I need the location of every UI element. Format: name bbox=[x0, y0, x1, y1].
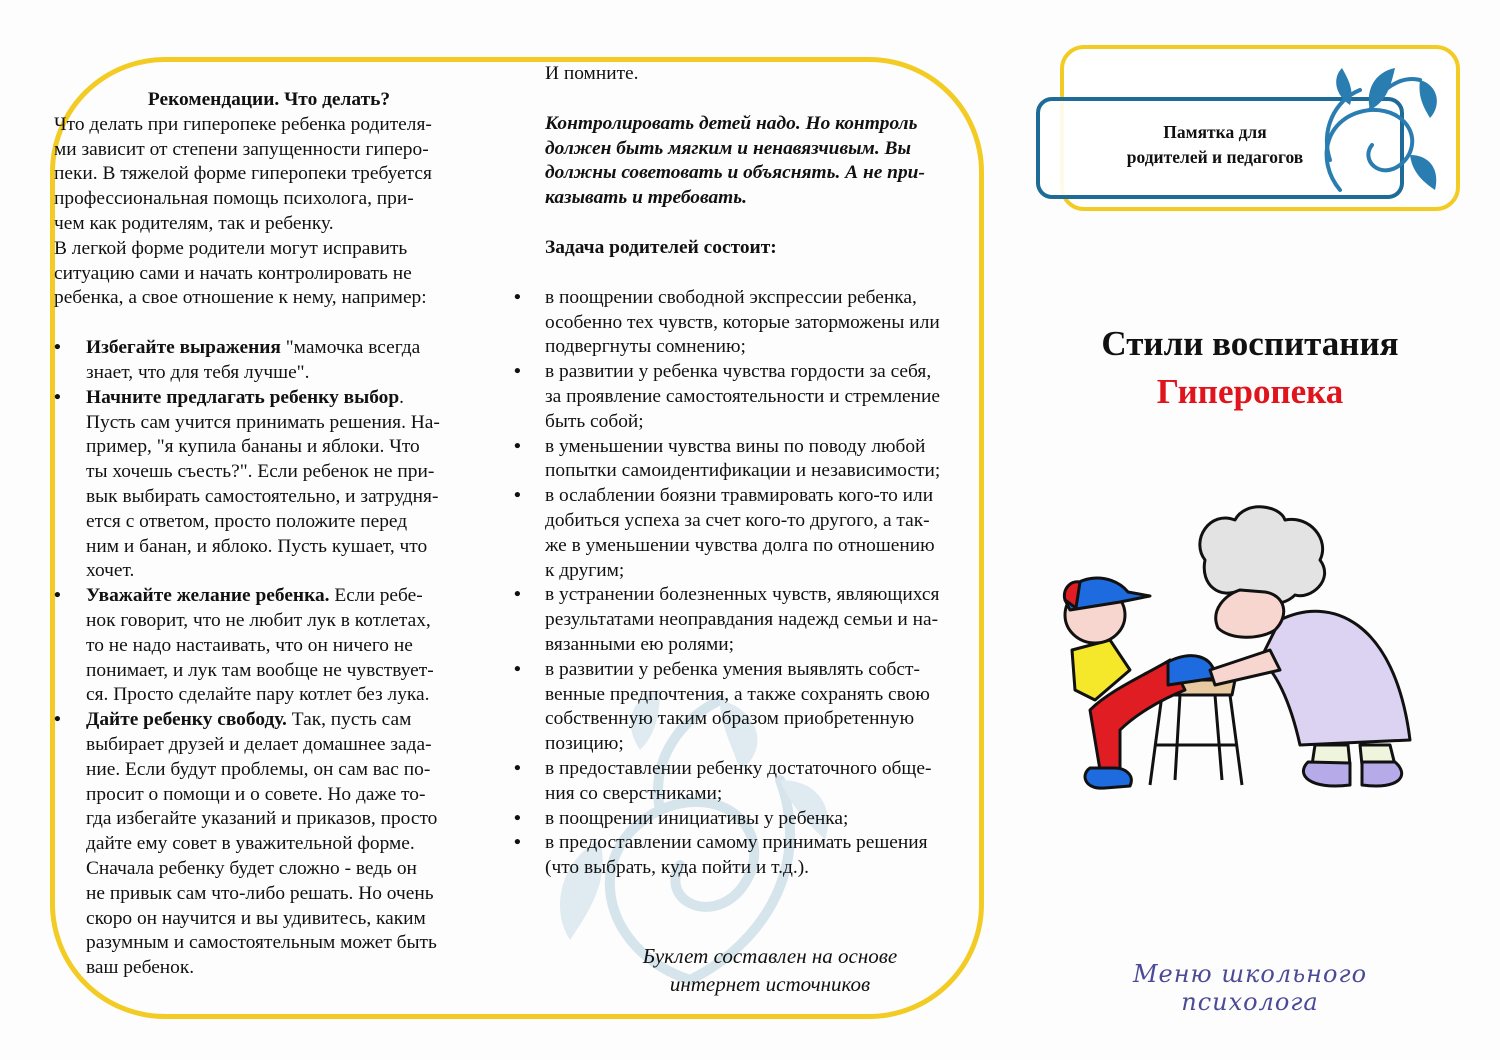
recommendation-item bbox=[54, 708, 484, 981]
parent-task-text: результатами неоправдания надежд семьи и на- bbox=[545, 609, 939, 631]
emphasis-paragraph bbox=[545, 112, 990, 211]
bullet-icon: • bbox=[54, 386, 61, 408]
recommendation-text: вык выбирать самостоятельно, и затрудня- bbox=[86, 485, 439, 507]
parent-task-text: же в уменьшении чувства долга по отношению bbox=[545, 534, 935, 556]
recommendation-title: Уважайте желание ребенка. bbox=[86, 585, 330, 607]
parent-task-item bbox=[514, 583, 990, 657]
recommendation-text: выбирает друзей и делает домашнее зада- bbox=[86, 733, 432, 755]
parent-task-text: вязанными ею ролями; bbox=[545, 633, 735, 655]
bullet-icon: • bbox=[54, 337, 61, 359]
recommendation-text: хочет. bbox=[86, 560, 135, 582]
recommendation-text: . bbox=[399, 386, 405, 408]
parent-task-text: венные предпочтения, а также сохранять свою bbox=[545, 683, 930, 705]
parent-task-item bbox=[514, 435, 990, 485]
intro-line: чем как родителям, так и ребенку. bbox=[54, 212, 334, 234]
recommendation-text: понимает, и лук там вообще не чувствует- bbox=[86, 659, 434, 681]
badge-line: Памятка для bbox=[1163, 122, 1267, 142]
credit-line: Буклет составлен на основе bbox=[642, 944, 898, 968]
parent-task-item bbox=[514, 757, 990, 807]
emphasis-line: казывать и требовать. bbox=[545, 187, 747, 209]
recommendation-text: не привык сам что-либо решать. Но очень bbox=[86, 882, 434, 904]
parent-task-text: в поощрении инициативы у ребенка; bbox=[545, 807, 849, 829]
parent-task-text: быть собой; bbox=[545, 410, 644, 432]
recommendation-text: Пусть сам учится принимать решения. На- bbox=[86, 411, 440, 433]
parent-task-text: к другим; bbox=[545, 559, 625, 581]
intro-line: ми зависит от степени запущенности гиперо- bbox=[54, 138, 429, 160]
recommendation-title: Начните предлагать ребенку выбор bbox=[86, 386, 400, 408]
recommendation-text: знает, что для тебя лучше". bbox=[86, 361, 310, 383]
emphasis-line: Контролировать детей надо. Но контроль bbox=[545, 112, 918, 134]
parent-task-text: попытки самоидентификации и независимости; bbox=[545, 460, 941, 482]
recommendation-text: "мамочка всегда bbox=[280, 337, 421, 359]
bullet-icon: • bbox=[514, 757, 521, 779]
intro-line: профессиональная помощь психолога, при- bbox=[54, 188, 414, 210]
parent-task-text: позицию; bbox=[545, 733, 624, 755]
recommendation-text: Если ребе- bbox=[329, 585, 423, 607]
intro-paragraph bbox=[54, 113, 484, 311]
badge-line: родителей и педагогов bbox=[1126, 147, 1304, 167]
cover-subtitle: Гиперопека bbox=[1156, 372, 1344, 411]
intro-line: В легкой форме родители могут исправить bbox=[54, 237, 408, 259]
credit-line: интернет источников bbox=[669, 972, 871, 996]
bullet-icon: • bbox=[514, 658, 521, 680]
parent-task-text: в ослаблении боязни травмировать кого-то или bbox=[545, 485, 934, 507]
intro-line: пеки. В тяжелой форме гиперопеки требуется bbox=[54, 163, 432, 185]
parent-task-item bbox=[514, 360, 990, 434]
recommendation-text: скоро он научится и вы удивитесь, каким bbox=[86, 907, 426, 929]
recommendation-text: ся. Просто сделайте пару котлет без лука. bbox=[86, 684, 430, 706]
parent-task-item bbox=[514, 807, 990, 832]
recommendation-text: то не надо настаивать, что он ничего не bbox=[86, 634, 413, 656]
parent-task-text: за проявление самостоятельности и стремление bbox=[545, 385, 941, 407]
parent-task-text: особенно тех чувств, которые заторможены или bbox=[545, 311, 940, 333]
emphasis-line: должен быть мягким и ненавязчивым. Вы bbox=[545, 137, 911, 159]
bullet-icon: • bbox=[514, 485, 521, 507]
parent-task-text: (что выбрать, куда пойти и т.д.). bbox=[545, 857, 810, 879]
recommendation-text: дайте ему совет в уважительной форме. bbox=[86, 833, 415, 855]
parent-tasks-column bbox=[514, 62, 990, 881]
recommendation-text: ние. Если будут проблемы, он сам вас по- bbox=[86, 758, 431, 780]
intro-line: ребенка, а свое отношение к нему, например: bbox=[54, 287, 427, 309]
recommendation-text: нок говорит, что не любит лук в котлетах, bbox=[86, 609, 431, 631]
badge-title bbox=[1060, 120, 1370, 170]
credit-note bbox=[590, 942, 950, 998]
remember-text: И помните. bbox=[545, 63, 639, 84]
recommendation-text: Сначала ребенку будет сложно - ведь он bbox=[86, 857, 417, 879]
parent-task-text: в поощрении свободной экспрессии ребенка, bbox=[545, 286, 917, 308]
signature-watermark: Меню школьного психолога bbox=[1132, 960, 1368, 1016]
recommendation-text: ты хочешь съесть?". Если ребенок не при- bbox=[86, 461, 435, 483]
parent-task-text: в уменьшении чувства вины по поводу любой bbox=[545, 435, 926, 457]
bullet-icon: • bbox=[54, 585, 61, 607]
cover-title: Стили воспитания bbox=[1101, 324, 1399, 363]
recommendation-text: разумным и самостоятельным может быть bbox=[86, 932, 437, 954]
parent-task-text: в устранении болезненных чувств, являющихся bbox=[545, 584, 940, 606]
bullet-icon: • bbox=[514, 584, 521, 606]
parent-task-item bbox=[514, 658, 990, 757]
bullet-icon: • bbox=[54, 709, 61, 731]
bullet-icon: • bbox=[514, 435, 521, 457]
parent-tasks-list bbox=[514, 286, 990, 881]
recommendation-item bbox=[54, 584, 484, 708]
parent-task-text: в предоставлении самому принимать решения bbox=[545, 832, 928, 854]
grandmother-tying-shoe-illustration bbox=[1050, 500, 1430, 790]
recommendation-text: ваш ребенок. bbox=[86, 957, 195, 979]
parent-task-text: ния со сверстниками; bbox=[545, 782, 723, 804]
recommendations-list bbox=[54, 336, 484, 981]
emphasis-line: должны советовать и объяснять. А не при- bbox=[545, 162, 925, 184]
parent-task-item bbox=[514, 831, 990, 881]
parent-task-text: в развитии у ребенка чувства гордости за себя, bbox=[545, 361, 932, 383]
parent-task-text: подвергнуты сомнению; bbox=[545, 336, 746, 358]
parent-task-text: собственную таким образом приобретенную bbox=[545, 708, 915, 730]
recommendations-heading: Рекомендации. Что делать? bbox=[147, 89, 391, 110]
bullet-icon: • bbox=[514, 286, 521, 308]
recommendation-title: Дайте ребенку свободу. bbox=[86, 709, 287, 731]
bullet-icon: • bbox=[514, 361, 521, 383]
intro-line: Что делать при гиперопеке ребенка родителя- bbox=[54, 113, 432, 135]
recommendation-item bbox=[54, 386, 484, 584]
recommendation-text: просит о помощи и о совете. Но даже то- bbox=[86, 783, 426, 805]
recommendation-text: пример, "я купила бананы и яблоки. Что bbox=[86, 436, 420, 458]
recommendation-text: ется с ответом, просто положите перед bbox=[86, 510, 408, 532]
parent-task-item bbox=[514, 286, 990, 360]
recommendations-column bbox=[54, 88, 484, 981]
recommendation-title: Избегайте выражения bbox=[86, 337, 281, 359]
parent-task-item bbox=[514, 484, 990, 583]
bullet-icon: • bbox=[514, 832, 521, 854]
recommendation-text: гда избегайте указаний и приказов, просто bbox=[86, 808, 438, 830]
recommendation-item bbox=[54, 336, 484, 386]
recommendation-text: ним и банан, и яблоко. Пусть кушает, что bbox=[86, 535, 428, 557]
intro-line: ситуацию сами и начать контролировать не bbox=[54, 262, 412, 284]
task-heading: Задача родителей состоит: bbox=[545, 236, 777, 258]
parent-task-text: в предоставлении ребенку достаточного обще- bbox=[545, 757, 932, 779]
bullet-icon: • bbox=[514, 807, 521, 829]
recommendation-text: Так, пусть сам bbox=[286, 709, 412, 731]
parent-task-text: добиться успеха за счет кого-то другого, а так- bbox=[545, 509, 930, 531]
parent-task-text: в развитии у ребенка умения выявлять собст- bbox=[545, 658, 920, 680]
